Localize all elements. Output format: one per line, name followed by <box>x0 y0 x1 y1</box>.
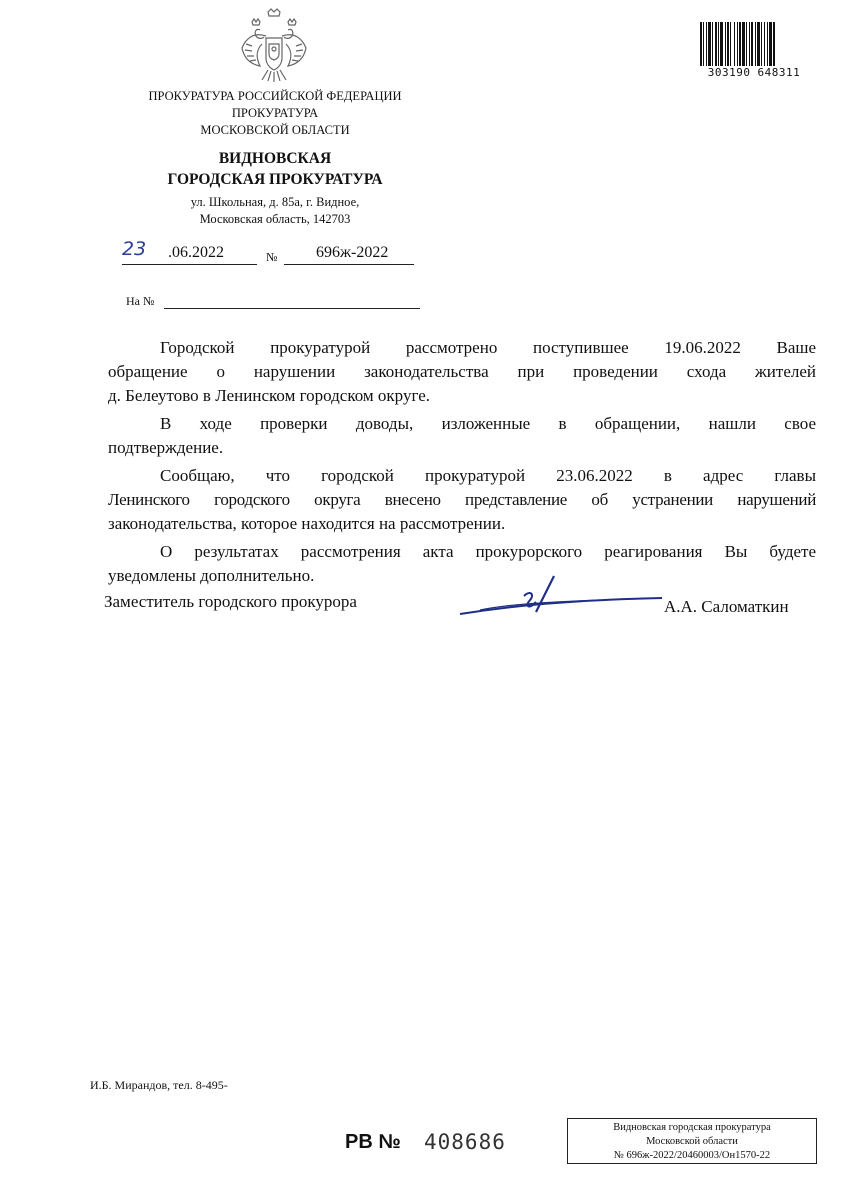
form-serial-number: 408686 <box>424 1130 506 1154</box>
barcode-bar <box>730 22 731 66</box>
barcode-bar <box>715 22 717 66</box>
number-sign: № <box>266 250 278 264</box>
office-line-1: ВИДНОВСКАЯ <box>218 150 332 167</box>
signatory-title: Заместитель городского прокурора <box>104 592 357 611</box>
outgoing-number: 696ж-2022 <box>316 244 389 261</box>
barcode-bar <box>742 22 745 66</box>
paragraph-3-line: Сообщаю, что городской прокуратурой 23.06.2022 в адрес главы <box>160 466 816 485</box>
paragraph-1-line: д. Белеутово в Ленинском городском округе. <box>108 386 430 405</box>
header-line-1: ПРОКУРАТУРА РОССИЙСКОЙ ФЕДЕРАЦИИ <box>148 89 402 103</box>
barcode-bar <box>764 22 765 66</box>
paragraph-4-line: О результатах рассмотрения акта прокурорского реагирования Вы будете <box>160 542 816 561</box>
barcode-bar <box>769 22 772 66</box>
signatory-name: А.А. Саломаткин <box>664 597 789 616</box>
paragraph-3-line: Ленинского городского округа внесено представление об устранении нарушений <box>108 490 816 509</box>
reference-underline <box>164 308 420 309</box>
stamp-line-1: Видновская городская прокуратура <box>613 1122 771 1133</box>
barcode-bar <box>725 22 726 66</box>
paragraph-2 <box>108 412 816 460</box>
barcode-bar <box>757 22 760 66</box>
barcode-bar <box>761 22 762 66</box>
header-line-2: ПРОКУРАТУРА <box>231 106 319 120</box>
address-line-2: Московская область, 142703 <box>199 212 351 226</box>
coat-of-arms-emblem <box>238 8 310 84</box>
registration-stamp <box>567 1118 817 1164</box>
paragraph-1 <box>108 336 816 408</box>
barcode-bars <box>700 22 808 66</box>
handwritten-signature <box>450 570 670 625</box>
paragraph-3-line: законодательства, которое находится на рассмотрении. <box>108 514 506 533</box>
paragraph-3 <box>108 464 816 536</box>
barcode-bar <box>739 22 741 66</box>
barcode-bar <box>718 22 719 66</box>
reference-row <box>126 294 426 314</box>
barcode-bar <box>712 22 713 66</box>
letter-body <box>108 336 816 592</box>
barcode-bar <box>751 22 753 66</box>
barcode <box>698 22 810 80</box>
paragraph-2-line: В ходе проверки доводы, изложенные в обращении, нашли свое <box>160 414 816 433</box>
executor-info: И.Б. Мирандов, тел. 8-495- <box>90 1078 228 1092</box>
barcode-bar <box>703 22 704 66</box>
header-block <box>110 88 440 139</box>
barcode-bar <box>773 22 775 66</box>
barcode-number: 303190 648311 <box>707 66 801 79</box>
barcode-bar <box>720 22 723 66</box>
number-underline <box>284 264 414 265</box>
paragraph-1-line: обращение о нарушении законодательства при проведении схода жителей <box>108 362 816 381</box>
reference-label: На № <box>126 294 155 308</box>
date-underline <box>122 264 257 265</box>
stamp-line-2: Московской области <box>646 1136 738 1147</box>
barcode-bar <box>706 22 707 66</box>
barcode-bar <box>749 22 750 66</box>
office-address <box>110 194 440 228</box>
form-series-label: РВ № <box>345 1131 401 1153</box>
address-line-1: ул. Школьная, д. 85а, г. Видное, <box>190 195 360 209</box>
barcode-bar <box>755 22 756 66</box>
paragraph-4-line: уведомлены дополнительно. <box>108 566 315 585</box>
barcode-bar <box>767 22 768 66</box>
barcode-bar <box>708 22 711 66</box>
registration-row <box>122 240 422 268</box>
header-line-3: МОСКОВСКОЙ ОБЛАСТИ <box>200 123 350 137</box>
stamp-line-3: № 696ж-2022/20460003/Он1570-22 <box>613 1150 771 1161</box>
barcode-bar <box>746 22 747 66</box>
paragraph-1-line: Городской прокуратурой рассмотрено поступившее 19.06.2022 Ваше <box>160 338 816 357</box>
office-name <box>110 148 440 190</box>
barcode-bar <box>727 22 729 66</box>
date-month-year: .06.2022 <box>168 244 224 261</box>
date-day-handwritten: 23 <box>122 238 147 260</box>
office-line-2: ГОРОДСКАЯ ПРОКУРАТУРА <box>167 171 383 188</box>
paragraph-2-line: подтверждение. <box>108 438 224 457</box>
barcode-bar <box>734 22 735 66</box>
barcode-bar <box>700 22 702 66</box>
barcode-bar <box>737 22 738 66</box>
